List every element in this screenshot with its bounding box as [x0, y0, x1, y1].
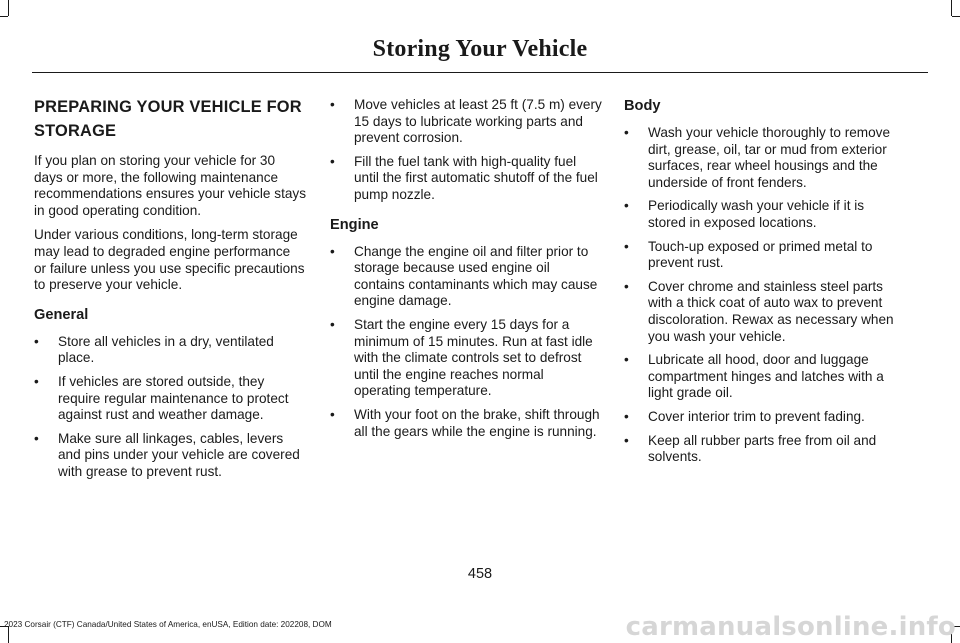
- list-item-text: Cover interior trim to prevent fading.: [648, 408, 865, 424]
- page-number: 458: [467, 566, 493, 582]
- general-list: [34, 334, 306, 481]
- list-item: [624, 409, 896, 426]
- section-title-line-1: PREPARING YOUR VEHICLE FOR: [34, 98, 302, 116]
- list-item-text: Wash your vehicle thoroughly to remove dirt, grease, oil, tar or mud from exterior surfaces, rear wheel housings and the underside of front fenders.: [648, 125, 891, 190]
- bullet: •: [34, 430, 39, 446]
- list-item-text: Cover chrome and stainless steel parts with a thick coat of auto wax to prevent discoloration. Rewax as necessary when you wash your vehicle.: [648, 278, 894, 344]
- list-item-text: Store all vehicles in a dry, ventilated place.: [58, 333, 274, 366]
- list-item: [330, 407, 602, 440]
- bullet: •: [624, 125, 629, 140]
- list-item-text: Periodically wash your vehicle if it is stored in exposed locations.: [648, 198, 865, 230]
- column-1: [34, 97, 306, 488]
- list-item: [34, 374, 306, 424]
- column-3: [624, 97, 896, 473]
- bullet: •: [330, 406, 335, 422]
- list-item: [624, 433, 896, 466]
- list-item: [624, 352, 896, 402]
- bullet: •: [330, 153, 335, 169]
- bullet: •: [330, 243, 335, 259]
- bullet: •: [330, 97, 335, 112]
- crop-mark: [8, 0, 9, 16]
- bullet: •: [624, 238, 629, 254]
- intro-paragraph: If you plan on storing your vehicle for 30 days or more, the following maintenance recommendations ensures your vehicle stays in good operating condition.: [34, 153, 307, 218]
- footer-edition-text: 2023 Corsair (CTF) Canada/United States of America, enUSA, Edition date: 202208, DOM: [4, 620, 332, 629]
- bullet: •: [624, 198, 629, 214]
- list-item-text: Fill the fuel tank with high-quality fuel until the first automatic shutoff of the fuel pump nozzle.: [354, 153, 598, 202]
- intro-paragraph: Under various conditions, long-term storage may lead to degraded engine performance or failure unless you use specific precautions to preserve your vehicle.: [34, 227, 305, 293]
- crop-mark: [952, 16, 960, 17]
- header-divider: [32, 72, 928, 73]
- bullet: •: [624, 408, 629, 424]
- list-item: [624, 239, 896, 272]
- bullet: •: [624, 278, 629, 294]
- crop-mark: [951, 0, 952, 16]
- body-list: [624, 125, 896, 466]
- engine-heading: Engine: [330, 216, 379, 233]
- list-item-text: Keep all rubber parts free from oil and solvents.: [648, 432, 877, 465]
- list-item-text: Move vehicles at least 25 ft (7.5 m) every 15 days to lubricate working parts and prevent corrosion.: [354, 97, 602, 146]
- section-title: [34, 97, 306, 141]
- list-item: [330, 97, 602, 147]
- list-item-text: Touch-up exposed or primed metal to prevent rust.: [648, 238, 873, 271]
- list-item: [624, 279, 896, 345]
- page-header-title: Storing Your Vehicle: [372, 36, 588, 62]
- list-item-text: Start the engine every 15 days for a minimum of 15 minutes. Run at fast idle with the climate controls set to defrost until the engine reaches normal operating temperature.: [354, 316, 593, 399]
- list-item: [34, 334, 306, 367]
- bullet: •: [624, 352, 629, 368]
- bullet: •: [624, 432, 629, 448]
- bullet: •: [330, 316, 335, 332]
- section-title-line-2: STORAGE: [34, 122, 117, 140]
- list-item-text: With your foot on the brake, shift through all the gears while the engine is running.: [354, 406, 600, 439]
- list-item-text: Change the engine oil and filter prior to storage because used engine oil contains contaminants which may cause engine damage.: [354, 243, 598, 309]
- bullet: •: [34, 373, 39, 389]
- list-item-text: If vehicles are stored outside, they require regular maintenance to protect against rust and weather damage.: [58, 373, 289, 423]
- list-item: [624, 198, 896, 231]
- list-item-text: Lubricate all hood, door and luggage compartment hinges and latches with a light grade oil.: [648, 352, 884, 401]
- watermark: carmanualsonline.info: [625, 612, 956, 642]
- list-item: [330, 317, 602, 400]
- list-item: [34, 431, 306, 481]
- general-heading: General: [34, 306, 89, 323]
- list-item: [624, 125, 896, 191]
- body-heading: Body: [624, 98, 661, 114]
- general-list-continued: [330, 97, 602, 204]
- column-2: [330, 97, 602, 447]
- list-item: [330, 244, 602, 310]
- bullet: •: [34, 333, 39, 349]
- crop-mark: [0, 16, 8, 17]
- engine-list: [330, 244, 602, 441]
- list-item: [330, 154, 602, 204]
- list-item-text: Make sure all linkages, cables, levers and pins under your vehicle are covered with grease to prevent rust.: [58, 430, 300, 479]
